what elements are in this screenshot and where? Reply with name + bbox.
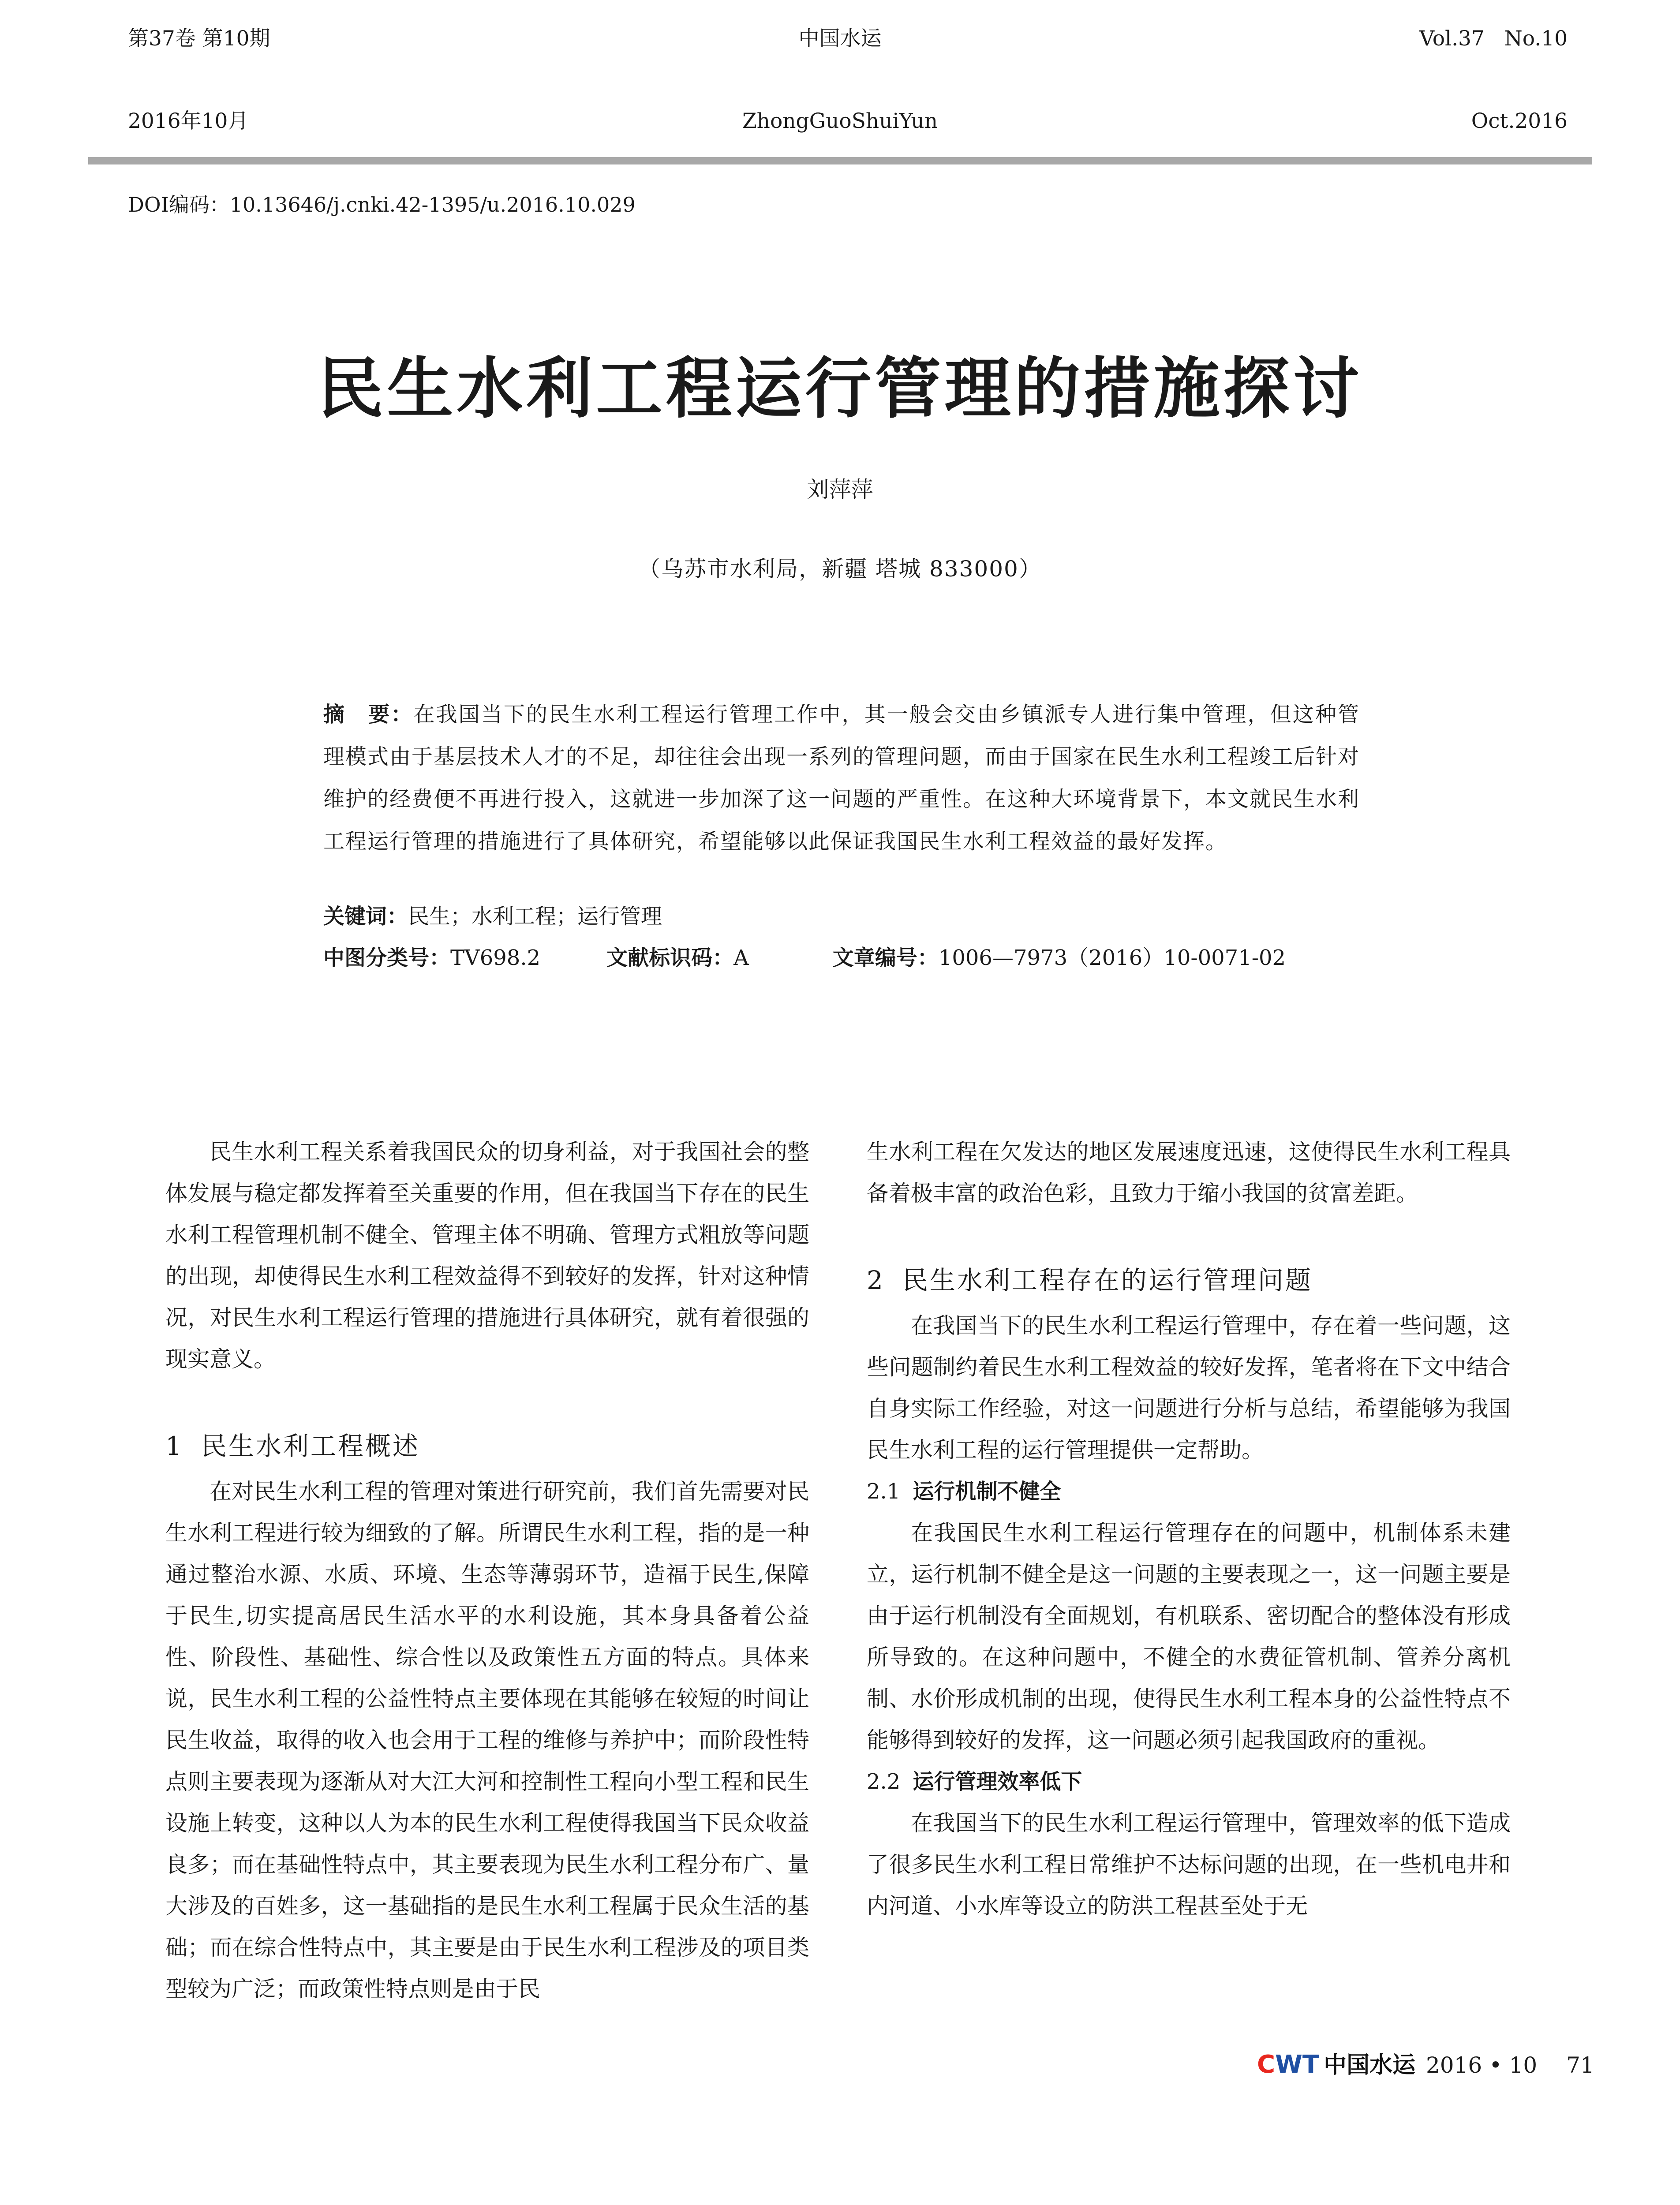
keywords <box>323 895 662 938</box>
article-number-label: 文章编号： <box>832 946 939 970</box>
logo-journal-name: 中国水运 <box>1324 2052 1416 2078</box>
section-2-2-paragraph: 在我国当下的民生水利工程运行管理中，管理效率的低下造成了很多民生水利工程日常维护不达标问题的出现，在一些机电井和内河道、小水库等设立的防洪工程甚至处于无 <box>867 1810 1511 1919</box>
article-number-value: 1006—7973（2016）10-0071-02 <box>938 946 1286 970</box>
abstract-label: 摘 要： <box>323 702 414 727</box>
abstract-text: 在我国当下的民生水利工程运行管理工作中，其一般会交由乡镇派专人进行集中管理，但这种管理模式由于基层技术人才的不足，却往往会出现一系列的管理问题，而由于国家在民生水利工程竣工后针对维护的经费便不再进行投入，这就进一步加深了这一问题的严重性。在这种大环境背景下，本文就民生水利工程运行管理的措施进行了具体研究，希望能够以此保证我国民生水利工程效益的最好发挥。 <box>323 702 1360 854</box>
section-2-2-title: 运行管理效率低下 <box>913 1769 1082 1794</box>
author-affiliation: （乌苏市水利局，新疆 塔城 833000） <box>638 556 1042 582</box>
section-1-paragraph-continued: 生水利工程在欠发达的地区发展速度迅速，这使得民生水利工程具备着极丰富的政治色彩，且致力于缩小我国的贫富差距。 <box>867 1139 1511 1206</box>
section-1-heading <box>165 1421 809 1471</box>
header-rule <box>88 157 1592 164</box>
journal-logo <box>1257 2050 1415 2079</box>
header-date-en: Oct.2016 <box>1471 109 1568 133</box>
section-2-heading <box>867 1256 1511 1305</box>
paper-title: 民生水利工程运行管理的措施探讨 <box>317 351 1363 427</box>
clc-label: 中图分类号： <box>323 946 451 970</box>
doc-code-value: A <box>733 946 749 970</box>
section-2-1-title: 运行机制不健全 <box>913 1479 1061 1504</box>
logo-letters-wt: WT <box>1275 2050 1320 2079</box>
clc-value: TV698.2 <box>450 946 541 970</box>
author-name: 刘萍萍 <box>807 477 873 502</box>
section-2-1-paragraph: 在我国民生水利工程运行管理存在的问题中，机制体系未建立，运行机制不健全是这一问题的主要表现之一，这一问题主要是由于运行机制没有全面规划，有机联系、密切配合的整体没有形成所导致的。在这种问题中，不健全的水费征管机制、管养分离机制、水价形成机制的出现，使得民生水利工程本身的公益性特点不能够得到较好的发挥，这一问题必须引起我国政府的重视。 <box>867 1520 1511 1753</box>
section-2-1-number: 2.1 <box>867 1479 901 1504</box>
doi-line: DOI编码：10.13646/j.cnki.42-1395/u.2016.10.029 <box>128 193 636 217</box>
section-2-2-heading <box>867 1761 1511 1802</box>
section-2-2-number: 2.2 <box>867 1769 901 1794</box>
section-1-paragraph: 在对民生水利工程的管理对策进行研究前，我们首先需要对民生水利工程进行较为细致的了解。所谓民生水利工程，指的是一种通过整治水源、水质、环境、生态等薄弱环节，造福于民生,保障于民生,切实提高居民生活水平的水利设施，其本身具备着公益性、阶段性、基础性、综合性以及政策性五方面的特点。具体来说，民生水利工程的公益性特点主要体现在其能够在较短的时间让民生收益，取得的收入也会用于工程的维修与养护中；而阶段性特点则主要表现为逐渐从对大江大河和控制性工程向小型工程和民生设施上转变，这种以人为本的民生水利工程使得我国当下民众收益良多；而在基础性特点中，其主要表现为民生水利工程分布广、量大涉及的百姓多，这一基础指的是民生水利工程属于民众生活的基础；而在综合性特点中，其主要是由于民生水利工程涉及的项目类型较为广泛；而政策性特点则是由于民 <box>165 1479 809 2002</box>
section-1-number: 1 <box>165 1431 183 1461</box>
body-left-column <box>165 1131 809 2010</box>
section-2-number: 2 <box>867 1265 885 1295</box>
logo-letter-c: C <box>1257 2050 1276 2079</box>
abstract <box>323 693 1360 863</box>
header-journal-cn: 中国水运 <box>798 26 882 51</box>
intro-paragraph: 民生水利工程关系着我国民众的切身利益，对于我国社会的整体发展与稳定都发挥着至关重要的作用，但在我国当下存在的民生水利工程管理机制不健全、管理主体不明确、管理方式粗放等问题的出现，却使得民生水利工程效益得不到较好的发挥，针对这种情况，对民生水利工程运行管理的措施进行具体研究，就有着很强的现实意义。 <box>165 1139 809 1372</box>
header-journal-pinyin: ZhongGuoShuiYun <box>742 109 938 133</box>
page-footer <box>1257 2046 1594 2079</box>
page-number: 71 <box>1566 2052 1594 2078</box>
header-date-cn: 2016年10月 <box>128 109 249 133</box>
keywords-text: 民生；水利工程；运行管理 <box>408 904 662 929</box>
classification-line <box>323 937 1286 979</box>
doc-code-label: 文献标识码： <box>606 946 734 970</box>
keywords-label: 关键词： <box>323 904 408 929</box>
body-right-column <box>867 1131 1511 1927</box>
section-2-paragraph: 在我国当下的民生水利工程运行管理中，存在着一些问题，这些问题制约着民生水利工程效益的较好发挥，笔者将在下文中结合自身实际工作经验，对这一问题进行分析与总结，希望能够为我国民生水利工程的运行管理提供一定帮助。 <box>867 1313 1511 1463</box>
header-volume-issue-en: Vol.37 No.10 <box>1419 26 1568 51</box>
header-volume-issue-cn: 第37卷 第10期 <box>128 26 270 51</box>
footer-issue: 2016 • 10 <box>1426 2052 1538 2078</box>
section-2-title: 民生水利工程存在的运行管理问题 <box>902 1265 1313 1295</box>
section-1-title: 民生水利工程概述 <box>201 1431 420 1461</box>
section-2-1-heading <box>867 1471 1511 1512</box>
